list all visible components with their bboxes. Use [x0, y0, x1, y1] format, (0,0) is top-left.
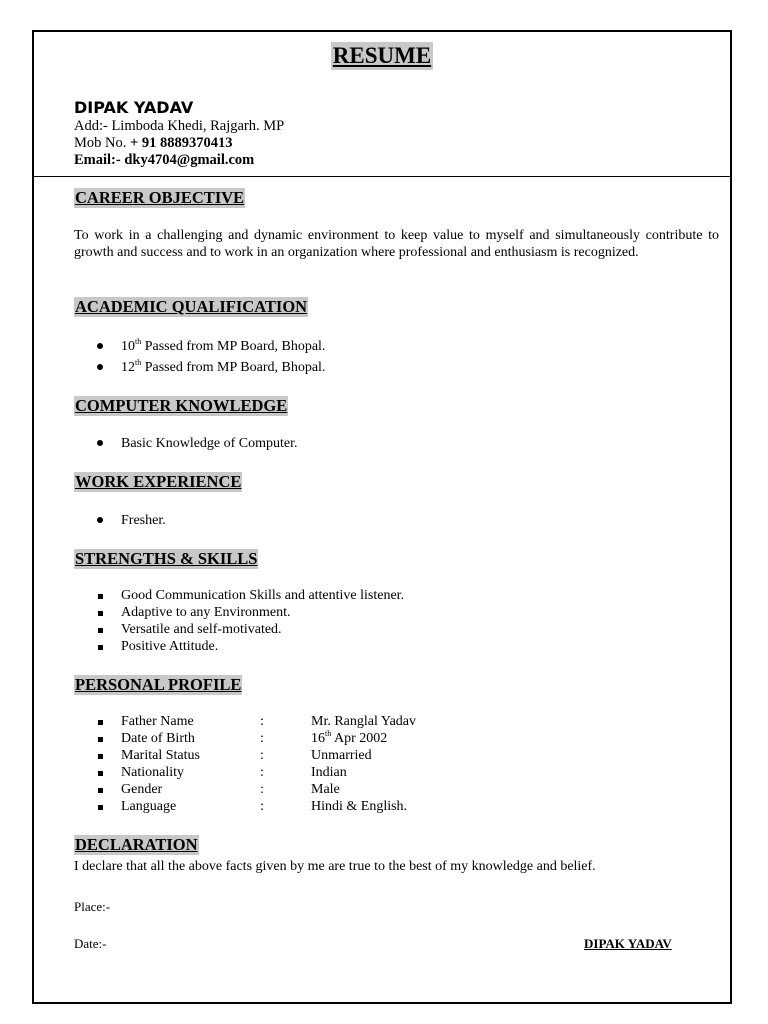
email-line: Email:- dky4704@gmail.com	[74, 152, 255, 168]
square-bullet-icon	[98, 645, 103, 650]
profile-label: Marital Status	[121, 748, 200, 763]
bullet-icon	[97, 343, 103, 349]
personal-profile-heading: PERSONAL PROFILE	[75, 675, 242, 694]
career-objective-heading: CAREER OBJECTIVE	[75, 188, 245, 207]
work-experience-heading: WORK EXPERIENCE	[75, 472, 242, 491]
academic-item: 12th Passed from MP Board, Bhopal.	[121, 358, 326, 375]
profile-value: 16th Apr 2002	[311, 729, 388, 746]
profile-label: Father Name	[121, 714, 194, 729]
square-bullet-icon	[98, 754, 103, 759]
mobile-line	[74, 135, 233, 152]
bullet-icon	[97, 517, 103, 523]
strengths-skills-heading: STRENGTHS & SKILLS	[75, 549, 258, 568]
academic-heading: ACADEMIC QUALIFICATION	[75, 297, 308, 316]
square-bullet-icon	[98, 788, 103, 793]
computer-knowledge-heading: COMPUTER KNOWLEDGE	[75, 396, 288, 415]
profile-colon: :	[260, 748, 264, 763]
square-bullet-icon	[98, 771, 103, 776]
profile-colon: :	[260, 731, 264, 746]
skill-item: Adaptive to any Environment.	[121, 605, 291, 620]
skill-item: Positive Attitude.	[121, 639, 219, 654]
square-bullet-icon	[98, 805, 103, 810]
profile-label: Language	[121, 799, 177, 814]
profile-label: Date of Birth	[121, 731, 195, 746]
skill-item: Versatile and self-motivated.	[121, 622, 282, 637]
place-label: Place:-	[74, 899, 111, 914]
computer-item: Basic Knowledge of Computer.	[121, 436, 298, 451]
bullet-icon	[97, 440, 103, 446]
profile-value: Hindi & English.	[311, 799, 408, 814]
square-bullet-icon	[98, 594, 103, 599]
skill-item: Good Communication Skills and attentive listener.	[121, 588, 405, 603]
profile-colon: :	[260, 765, 264, 780]
resume-page	[32, 30, 732, 1004]
profile-value: Male	[311, 782, 340, 797]
profile-value: Unmarried	[311, 748, 372, 763]
work-item: Fresher.	[121, 513, 166, 528]
date-label: Date:-	[74, 936, 107, 951]
mobile-label: Mob No.	[74, 135, 130, 151]
applicant-name: DIPAK YADAV	[74, 98, 194, 117]
career-objective-text: To work in a challenging and dynamic environment to keep value to myself and simultaneously contribute to growth and success and to work in an organization where professional and enthusiasm is recognized.	[74, 228, 719, 260]
declaration-text: I declare that all the above facts given by me are true to the best of my knowledge and belief.	[74, 859, 596, 874]
declaration-heading: DECLARATION	[75, 835, 198, 854]
profile-colon: :	[260, 714, 264, 729]
square-bullet-icon	[98, 628, 103, 633]
resume-title: RESUME	[332, 43, 432, 68]
bullet-icon	[97, 364, 103, 370]
header-divider	[34, 176, 730, 177]
profile-colon: :	[260, 782, 264, 797]
profile-label: Gender	[121, 782, 163, 797]
signature-name: DIPAK YADAV	[584, 936, 672, 951]
academic-item: 10th Passed from MP Board, Bhopal.	[121, 337, 326, 354]
square-bullet-icon	[98, 737, 103, 742]
profile-value: Mr. Ranglal Yadav	[311, 714, 416, 729]
mobile-number: + 91 8889370413	[130, 135, 233, 151]
profile-colon: :	[260, 799, 264, 814]
profile-label: Nationality	[121, 765, 184, 780]
profile-value: Indian	[311, 765, 347, 780]
square-bullet-icon	[98, 611, 103, 616]
square-bullet-icon	[98, 720, 103, 725]
address-line: Add:- Limboda Khedi, Rajgarh. MP	[74, 118, 285, 134]
